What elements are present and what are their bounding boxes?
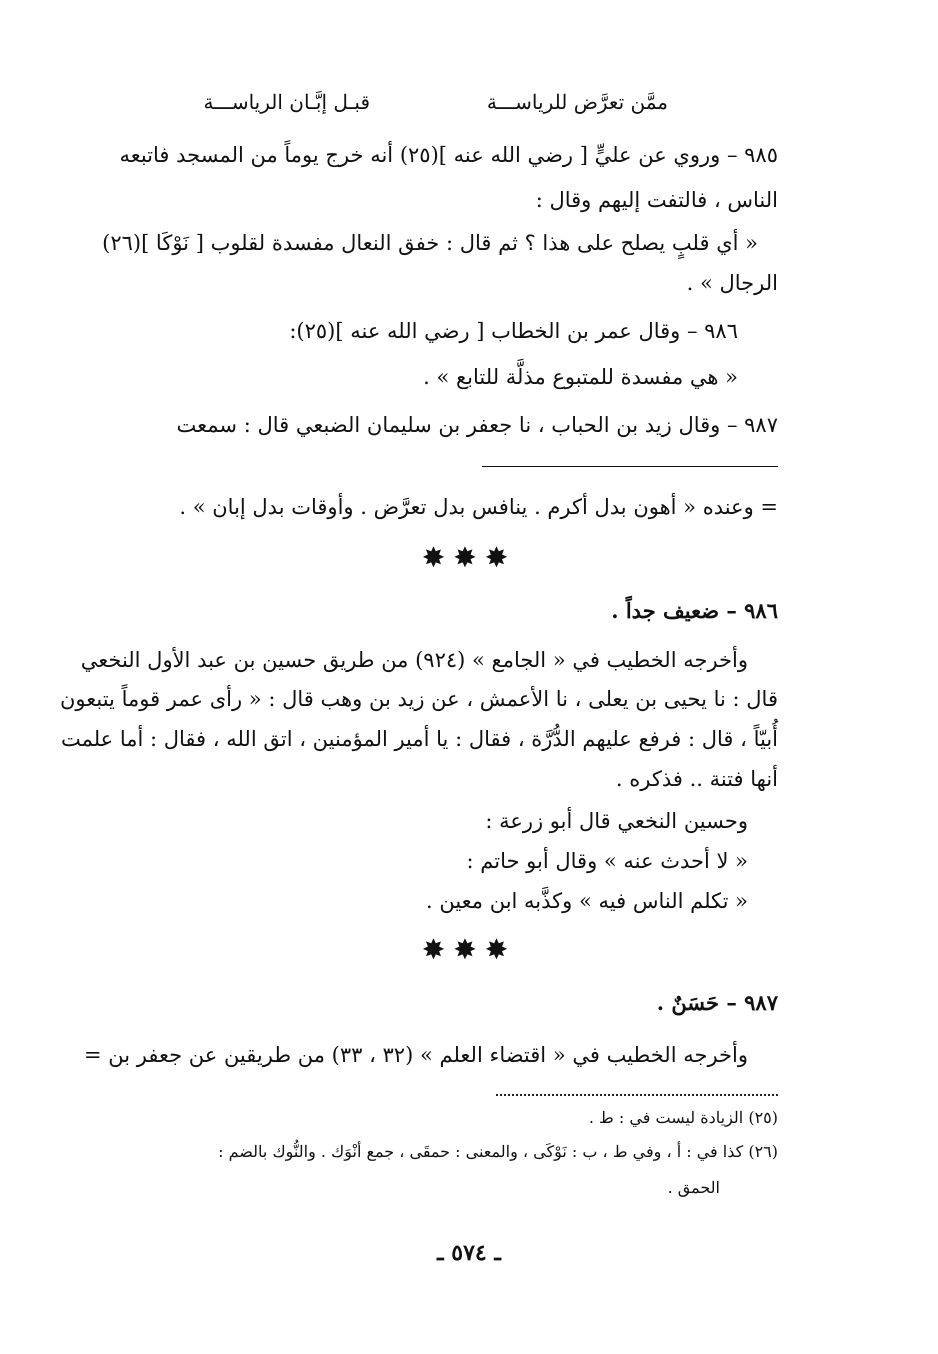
text-line: « هي مفسدة للمتبوع مذلَّة للتابع » . [423,365,738,389]
text-line: وأخرجه الخطيب في « اقتضاء العلم » (٣٢ ، ٣٣) من طريقين عن جعفر بن = [83,1043,748,1067]
running-header-right: ممَّن تعرَّض للرياســـة [486,90,668,114]
section-heading: ٩٨٦ – ضعيف جداً . [611,598,778,623]
text-line: وحسين النخعي قال أبو زرعة : [485,809,748,833]
text-separator [482,466,778,467]
text-line: ٩٨٦ – وقال عمر بن الخطاب [ رضي الله عنه ](٢٥): [289,319,738,343]
text-line: أُبيّاً ، قال : فرفع عليهم الدُّرَّة ، فقال : يا أمير المؤمنين ، اتق الله ، فقال : أما علمت [60,727,778,751]
footnote: الحمق . [667,1178,720,1197]
text-line: وأخرجه الخطيب في « الجامع » (٩٢٤) من طريق حسين بن عبد الأول النخعي [80,648,748,672]
text-line: أنها فتنة .. فذكره . [615,767,778,791]
text-line: ٩٨٧ – وقال زيد بن الحباب ، نا جعفر بن سليمان الضبعي قال : سمعت [176,413,778,437]
page-number: ـ ٥٧٤ ـ [437,1240,501,1266]
running-header-left: قبـل إبَّـان الرياســـة [203,90,370,114]
section-divider-stars: ✸✸✸ [421,933,517,966]
footnote-separator [496,1094,778,1096]
footnote: (٢٦) كذا في : أ ، وفي ط ، ب : نَوْكَى ، والمعنى : حمقَى ، جمع أنْوَك . والنُّوك بالضم : [218,1142,778,1161]
text-line: « تكلم الناس فيه » وكذَّبه ابن معين . [425,889,748,913]
text-line: الناس ، فالتفت إليهم وقال : [535,188,778,212]
text-line: قال : نا يحيى بن يعلى ، نا الأعمش ، عن زيد بن وهب قال : « رأى عمر قوماً يتبعون [59,687,778,711]
section-heading: ٩٨٧ – حَسَنٌ . [656,990,778,1015]
footnote: (٢٥) الزيادة ليست في : ط . [588,1108,778,1127]
text-line: « أي قلبٍ يصلح على هذا ؟ ثم قال : خفق النعال مفسدة لقلوب [ نَوْكَا ](٢٦) [102,231,758,255]
section-divider-stars: ✸✸✸ [421,541,517,574]
text-line: ٩٨٥ – وروي عن عليٍّ [ رضي الله عنه ](٢٥) أنه خرج يوماً من المسجد فاتبعه [119,143,778,167]
text-line: الرجال » . [686,271,778,295]
text-line: « لا أحدث عنه » وقال أبو حاتم : [466,849,748,873]
commentary-line: = وعنده « أهون بدل أكرم . ينافس بدل تعرَّض . وأوقات بدل إبان » . [179,495,778,519]
